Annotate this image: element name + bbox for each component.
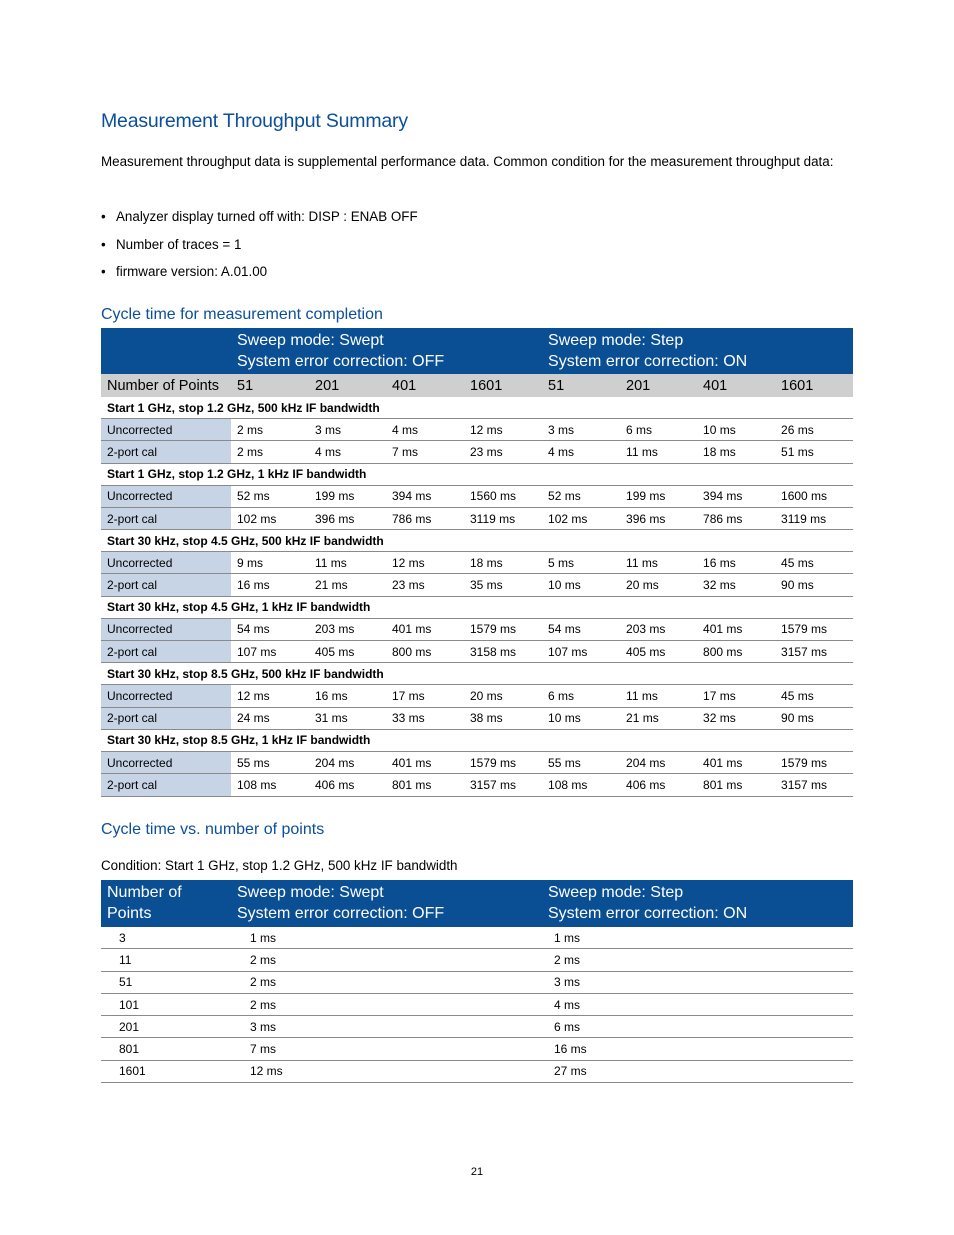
table-cell: 800 ms [386,641,464,663]
table-row [101,1060,853,1082]
table-cell: 51 ms [775,441,853,463]
table-cell: 394 ms [386,485,464,507]
table-row [101,707,853,729]
group-title: Start 1 GHz, stop 1.2 GHz, 500 kHz IF bandwidth [101,397,853,419]
table-cell-points: 11 [101,949,231,971]
table-cell: 35 ms [464,574,542,596]
table-row [101,441,853,463]
group-title: Start 30 kHz, stop 8.5 GHz, 1 kHz IF bandwidth [101,729,853,751]
table-cell: 401 ms [697,751,775,773]
table-cell: 3157 ms [775,641,853,663]
table-row [101,1016,853,1038]
table-row [101,641,853,663]
table-row [101,774,853,796]
table-cell: 18 ms [697,441,775,463]
table-cell: 21 ms [309,574,386,596]
table-cell-points: 201 [101,1016,231,1038]
table-cell-swept: 2 ms [231,971,542,993]
page-title: Measurement Throughput Summary [101,110,408,132]
table-cell: 52 ms [231,485,309,507]
table-cell: 1579 ms [464,618,542,640]
table-row [101,552,853,574]
table-cell: 396 ms [620,507,697,529]
header-blank [101,328,231,374]
table-cell: 1579 ms [775,751,853,773]
table-cell: 45 ms [775,552,853,574]
table-cell: 203 ms [309,618,386,640]
table-cell: 4 ms [309,441,386,463]
table-cell: 199 ms [620,485,697,507]
row-label: 2-port cal [101,774,231,796]
table-cell: 1579 ms [464,751,542,773]
bullet-dot-icon: • [101,264,106,279]
table-cell: 16 ms [309,685,386,707]
row-label: 2-port cal [101,507,231,529]
table-cell-step: 27 ms [542,1060,853,1082]
group-title-row [101,530,853,552]
table-cell: 18 ms [464,552,542,574]
table-cell: 7 ms [386,441,464,463]
table-cell: 54 ms [231,618,309,640]
table-cell-points: 3 [101,927,231,949]
table-cell: 10 ms [697,419,775,441]
header-swept: Sweep mode: Swept System error correction: OFF [231,880,542,927]
table-cell: 31 ms [309,707,386,729]
column-label: Number of Points [101,374,231,397]
table-header-row [101,328,853,374]
row-label: 2-port cal [101,441,231,463]
column-header-row [101,374,853,397]
table-row [101,574,853,596]
table-cell: 1579 ms [775,618,853,640]
table-cell: 10 ms [542,707,620,729]
table-cell: 32 ms [697,574,775,596]
table-cell: 800 ms [697,641,775,663]
table-cell: 12 ms [386,552,464,574]
table-cell: 4 ms [386,419,464,441]
table-cell: 23 ms [386,574,464,596]
bullet-item: • Analyzer display turned off with: DISP : ENAB OFF [101,209,418,224]
intro-paragraph: Measurement throughput data is supplemental performance data. Common condition for the measurement throughput data: [101,154,834,169]
column-header: 401 [386,374,464,397]
group-title: Start 30 kHz, stop 8.5 GHz, 500 kHz IF bandwidth [101,663,853,685]
table-cell: 12 ms [231,685,309,707]
table-cell: 9 ms [231,552,309,574]
table-cell: 405 ms [309,641,386,663]
table-row [101,507,853,529]
table-cell: 45 ms [775,685,853,707]
table-row [101,927,853,949]
table-row [101,485,853,507]
table-cell: 2 ms [231,441,309,463]
table-cell: 11 ms [620,685,697,707]
table-row [101,993,853,1015]
table-cell: 102 ms [231,507,309,529]
row-label: 2-port cal [101,707,231,729]
table-cell: 26 ms [775,419,853,441]
table-cell: 55 ms [231,751,309,773]
table-cell: 11 ms [620,552,697,574]
header-points: Number of Points [101,880,231,927]
bullet-dot-icon: • [101,209,106,224]
table-row [101,971,853,993]
table-cell: 3 ms [542,419,620,441]
table-cell: 33 ms [386,707,464,729]
table-cell: 4 ms [542,441,620,463]
group-title-row [101,663,853,685]
table-cell: 90 ms [775,707,853,729]
table-cell: 396 ms [309,507,386,529]
table-cell-points: 801 [101,1038,231,1060]
table-cell: 406 ms [620,774,697,796]
table-cell: 204 ms [309,751,386,773]
group-title: Start 30 kHz, stop 4.5 GHz, 500 kHz IF bandwidth [101,530,853,552]
row-label: 2-port cal [101,641,231,663]
table-cell: 204 ms [620,751,697,773]
table-cell: 16 ms [697,552,775,574]
group-title: Start 1 GHz, stop 1.2 GHz, 1 kHz IF bandwidth [101,463,853,485]
table-cell: 394 ms [697,485,775,507]
section-heading-cycle-time: Cycle time for measurement completion [101,306,383,323]
table-cell-swept: 3 ms [231,1016,542,1038]
column-header: 201 [620,374,697,397]
table-cell-step: 1 ms [542,927,853,949]
table-cell: 401 ms [386,618,464,640]
condition-text: Condition: Start 1 GHz, stop 1.2 GHz, 500 kHz IF bandwidth [101,858,458,873]
table-row [101,618,853,640]
table-cell: 6 ms [542,685,620,707]
table-cell: 21 ms [620,707,697,729]
table-cell: 401 ms [697,618,775,640]
table-cell: 107 ms [231,641,309,663]
table-cell: 23 ms [464,441,542,463]
table-cell-step: 6 ms [542,1016,853,1038]
table-cell: 52 ms [542,485,620,507]
bullet-list [101,207,418,290]
section-heading-points: Cycle time vs. number of points [101,821,325,838]
header-step: Sweep mode: Step System error correction: ON [542,880,853,927]
table-cell: 20 ms [620,574,697,596]
group-title-row [101,596,853,618]
table-cell-points: 101 [101,993,231,1015]
bullet-dot-icon: • [101,236,106,252]
table-cell: 2 ms [231,419,309,441]
table-cell: 20 ms [464,685,542,707]
column-header: 1601 [775,374,853,397]
column-header: 201 [309,374,386,397]
table-cell: 107 ms [542,641,620,663]
table-cell: 17 ms [697,685,775,707]
bullet-item: • Number of traces = 1 [101,236,242,252]
table-cell: 108 ms [231,774,309,796]
table-cell: 11 ms [620,441,697,463]
table-cell: 11 ms [309,552,386,574]
table-cell: 5 ms [542,552,620,574]
table-cell-swept: 12 ms [231,1060,542,1082]
table-cell-step: 16 ms [542,1038,853,1060]
table-cell: 199 ms [309,485,386,507]
table-cell: 786 ms [697,507,775,529]
cycle-time-table [101,328,853,797]
column-header: 51 [542,374,620,397]
table-cell: 1560 ms [464,485,542,507]
header-swept: Sweep mode: Swept System error correction: OFF [231,328,542,374]
table-row [101,685,853,707]
table-cell-swept: 2 ms [231,949,542,971]
table-cell: 102 ms [542,507,620,529]
header-step: Sweep mode: Step System error correction: ON [542,328,853,374]
group-title-row [101,397,853,419]
column-header: 1601 [464,374,542,397]
page-number: 21 [470,1166,484,1178]
table-cell: 1600 ms [775,485,853,507]
table-row [101,1038,853,1060]
table-cell-swept: 2 ms [231,993,542,1015]
table-cell: 406 ms [309,774,386,796]
table-cell: 401 ms [386,751,464,773]
column-header: 401 [697,374,775,397]
row-label: Uncorrected [101,419,231,441]
table-cell: 3158 ms [464,641,542,663]
table-cell-points: 51 [101,971,231,993]
group-title-row [101,729,853,751]
table-cell: 786 ms [386,507,464,529]
table-cell-points: 1601 [101,1060,231,1082]
table-cell: 12 ms [464,419,542,441]
table-cell: 801 ms [386,774,464,796]
table-header-row [101,880,853,927]
table-cell-swept: 7 ms [231,1038,542,1060]
table-cell: 3119 ms [464,507,542,529]
table-cell: 3119 ms [775,507,853,529]
table-cell: 3 ms [309,419,386,441]
row-label: Uncorrected [101,618,231,640]
table-cell-step: 4 ms [542,993,853,1015]
table-cell: 6 ms [620,419,697,441]
table-row [101,949,853,971]
table-cell: 16 ms [231,574,309,596]
table-cell: 405 ms [620,641,697,663]
table-cell-step: 3 ms [542,971,853,993]
table-cell: 32 ms [697,707,775,729]
table-cell: 55 ms [542,751,620,773]
bullet-item: • firmware version: A.01.00 [101,264,268,279]
row-label: Uncorrected [101,485,231,507]
table-cell: 3157 ms [775,774,853,796]
table-row [101,419,853,441]
table-cell: 17 ms [386,685,464,707]
row-label: Uncorrected [101,552,231,574]
table-cell: 10 ms [542,574,620,596]
table-cell: 3157 ms [464,774,542,796]
table-cell: 90 ms [775,574,853,596]
row-label: Uncorrected [101,685,231,707]
points-table [101,880,853,1083]
table-cell-swept: 1 ms [231,927,542,949]
table-row [101,751,853,773]
table-cell: 54 ms [542,618,620,640]
row-label: 2-port cal [101,574,231,596]
table-cell-step: 2 ms [542,949,853,971]
table-cell: 108 ms [542,774,620,796]
group-title-row [101,463,853,485]
table-cell: 24 ms [231,707,309,729]
column-header: 51 [231,374,309,397]
table-cell: 203 ms [620,618,697,640]
table-cell: 38 ms [464,707,542,729]
group-title: Start 30 kHz, stop 4.5 GHz, 1 kHz IF bandwidth [101,596,853,618]
row-label: Uncorrected [101,751,231,773]
table-cell: 801 ms [697,774,775,796]
